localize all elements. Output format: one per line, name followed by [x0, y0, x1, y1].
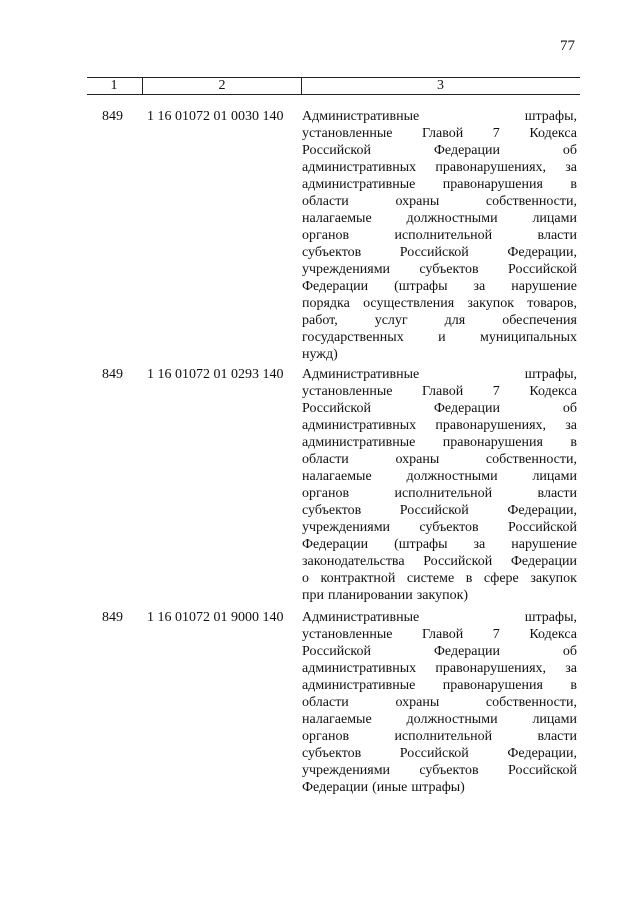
page-number: 77: [560, 38, 575, 54]
description-line: Административные штрафы,: [302, 367, 577, 382]
description-line: установленные Главой 7 Кодекса: [302, 384, 577, 399]
description-line: субъектов Российской Федерации,: [302, 245, 577, 260]
header-cell-1: 1: [110, 78, 118, 93]
description: [302, 609, 577, 796]
description-line: административные правонарушения в: [302, 177, 577, 192]
description-line: работ, услуг для обеспечения: [302, 313, 577, 328]
description-line: законодательства Российской Федерации: [302, 554, 577, 569]
description-line: о контрактной системе в сфере закупок: [302, 571, 577, 586]
description-line: субъектов Российской Федерации,: [302, 746, 577, 761]
description-line: Федерации (иные штрафы): [302, 780, 465, 795]
description-line: Административные штрафы,: [302, 610, 577, 625]
description-line: Российской Федерации об: [302, 644, 577, 659]
admin-code: 849: [102, 610, 123, 625]
description: [302, 366, 577, 604]
kbk-code: 1 16 01072 01 0030 140: [147, 109, 284, 124]
description-line: налагаемые должностными лицами: [302, 469, 577, 484]
description-line: Российской Федерации об: [302, 401, 577, 416]
description-line: области охраны собственности,: [302, 695, 577, 710]
description-line: органов исполнительной власти: [302, 486, 577, 501]
description-line: нужд): [302, 347, 338, 362]
description-line: учреждениями субъектов Российской: [302, 262, 577, 277]
description-line: административные правонарушения в: [302, 435, 577, 450]
description-line: Федерации (штрафы за нарушение: [302, 537, 577, 552]
description-line: административных правонарушениях, за: [302, 418, 577, 433]
admin-code: 849: [102, 367, 123, 382]
header-cell-3: 3: [437, 78, 444, 93]
description-line: налагаемые должностными лицами: [302, 712, 577, 727]
description-line: органов исполнительной власти: [302, 729, 577, 744]
description-line: при планировании закупок): [302, 588, 469, 603]
description-line: налагаемые должностными лицами: [302, 211, 577, 226]
description-line: органов исполнительной власти: [302, 228, 577, 243]
admin-code: 849: [102, 109, 123, 124]
kbk-code: 1 16 01072 01 9000 140: [147, 610, 284, 625]
header-cell-2: 2: [142, 78, 302, 94]
description-line: Федерации (штрафы за нарушение: [302, 279, 577, 294]
description-line: порядка осуществления закупок товаров,: [302, 296, 577, 311]
description-line: учреждениями субъектов Российской: [302, 763, 577, 778]
description-line: области охраны собственности,: [302, 452, 577, 467]
description-line: административных правонарушениях, за: [302, 661, 577, 676]
description-line: Административные штрафы,: [302, 109, 577, 124]
description-line: Российской Федерации об: [302, 143, 577, 158]
table-header: [87, 77, 580, 95]
description: [302, 108, 577, 363]
description-line: административных правонарушениях, за: [302, 160, 577, 175]
description-line: субъектов Российской Федерации,: [302, 503, 577, 518]
kbk-code: 1 16 01072 01 0293 140: [147, 367, 284, 382]
description-line: административные правонарушения в: [302, 678, 577, 693]
description-line: установленные Главой 7 Кодекса: [302, 126, 577, 141]
description-line: государственных и муниципальных: [302, 330, 577, 345]
description-line: учреждениями субъектов Российской: [302, 520, 577, 535]
description-line: области охраны собственности,: [302, 194, 577, 209]
description-line: установленные Главой 7 Кодекса: [302, 627, 577, 642]
